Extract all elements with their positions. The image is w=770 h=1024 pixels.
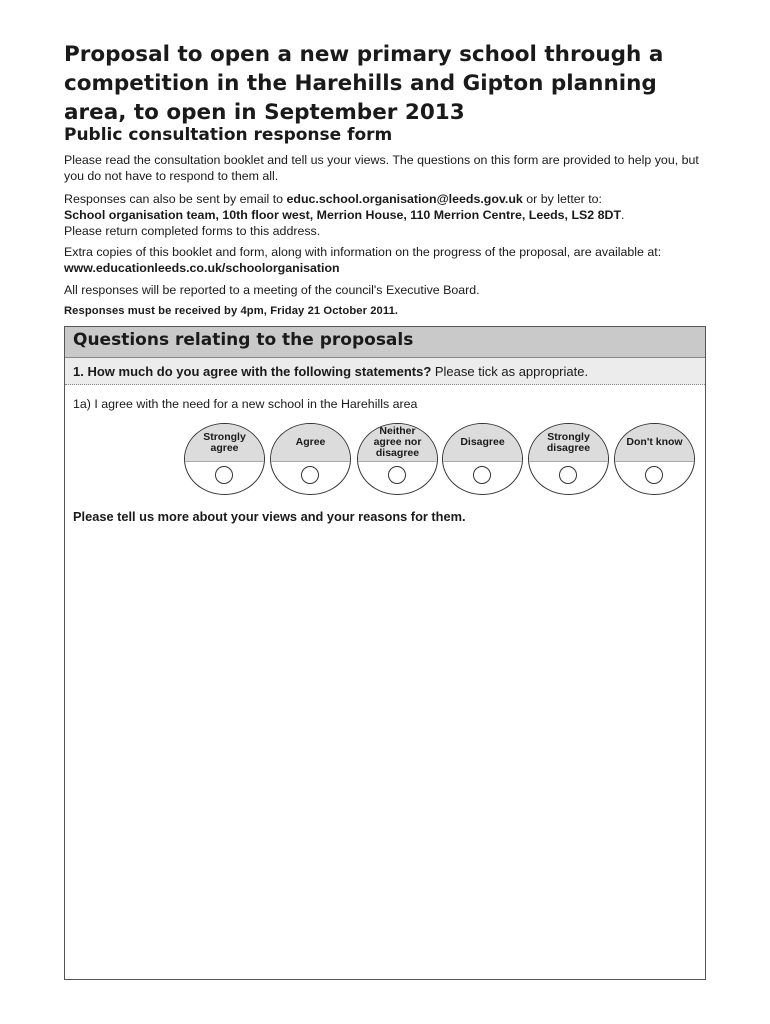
option-agree[interactable] — [270, 423, 351, 495]
radio-circle-icon[interactable] — [215, 466, 233, 484]
website-link[interactable]: www.educationleeds.co.uk/schoolorganisation — [64, 261, 340, 275]
email-prefix: Responses can also be sent by email to — [64, 192, 287, 206]
deadline-notice: Responses must be received by 4pm, Friday 21 October 2011. — [64, 305, 399, 317]
views-textarea[interactable] — [73, 531, 701, 975]
email-address-link[interactable]: educ.school.organisation@leeds.gov.uk — [286, 192, 523, 206]
address-suffix: . — [621, 208, 625, 222]
questions-panel — [64, 326, 706, 980]
section-header — [65, 327, 705, 358]
copies-paragraph — [64, 244, 714, 276]
question-1-rest: Please tick as appropriate. — [431, 364, 589, 379]
return-note: Please return completed forms to this address. — [64, 224, 321, 238]
question-1-text — [73, 364, 588, 379]
views-label: Please tell us more about your views and your reasons for them. — [73, 509, 466, 524]
option-strongly-disagree[interactable] — [528, 423, 609, 495]
option-label: Strongly disagree — [529, 424, 608, 462]
option-label: Neither agree nor disagree — [358, 424, 437, 462]
option-strongly-agree[interactable] — [184, 423, 265, 495]
section-heading: Questions relating to the proposals — [73, 330, 414, 350]
option-label: Strongly agree — [185, 424, 264, 462]
question-1-bar — [65, 358, 705, 385]
intro-text: Please read the consultation booklet and tell us your views. The questions on this form are provided to help you, but you do not have to respond to them all. — [64, 153, 699, 183]
radio-circle-icon[interactable] — [388, 466, 406, 484]
email-suffix: or by letter to: — [522, 192, 602, 206]
question-1a-text: 1a) I agree with the need for a new school in the Harehills area — [73, 397, 418, 411]
radio-circle-icon[interactable] — [645, 466, 663, 484]
option-label: Agree — [271, 424, 350, 462]
option-neither[interactable] — [357, 423, 438, 495]
radio-circle-icon[interactable] — [473, 466, 491, 484]
option-label: Disagree — [443, 424, 522, 462]
copies-text: Extra copies of this booklet and form, along with information on the progress of the proposal, are available at: — [64, 245, 662, 259]
option-dont-know[interactable] — [614, 423, 695, 495]
form-title: Proposal to open a new primary school through a competition in the Harehills and Gipton planning area, to open in September 2013 — [64, 42, 664, 125]
email-paragraph — [64, 191, 714, 239]
radio-circle-icon[interactable] — [559, 466, 577, 484]
postal-address: School organisation team, 10th floor west, Merrion House, 110 Merrion Centre, Leeds, LS2 8DT — [64, 208, 622, 222]
question-1-bold: 1. How much do you agree with the following statements? — [73, 364, 432, 379]
radio-circle-icon[interactable] — [301, 466, 319, 484]
form-subtitle: Public consultation response form — [64, 125, 393, 145]
option-disagree[interactable] — [442, 423, 523, 495]
option-label: Don't know — [615, 424, 694, 462]
reported-text: All responses will be reported to a meeting of the council's Executive Board. — [64, 283, 480, 297]
